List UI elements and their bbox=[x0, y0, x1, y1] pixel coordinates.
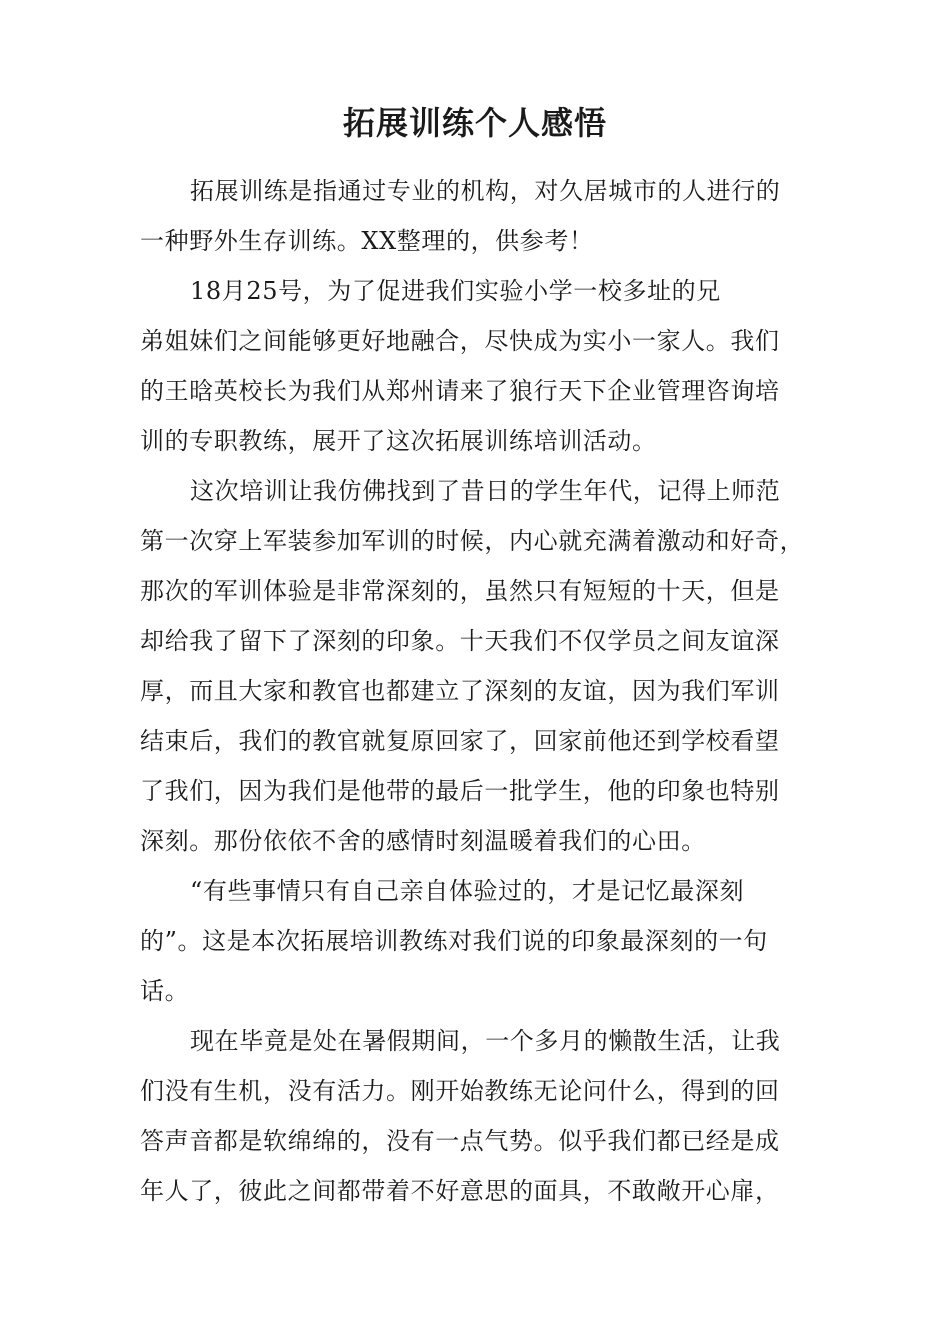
paragraph-3-line-2: 第一次穿上军装参加军训的时候，内心就充满着激动和好奇， bbox=[140, 527, 805, 555]
paragraph-5-line-2: 们没有生机，没有活力。刚开始教练无论问什么，得到的回 bbox=[140, 1077, 780, 1105]
document-body bbox=[140, 166, 830, 1216]
paragraph-5-line-4: 年人了，彼此之间都带着不好意思的面具，不敢敞开心扉， bbox=[140, 1177, 780, 1205]
paragraph-1-line-1: 拓展训练是指通过专业的机构，对久居城市的人进行的 bbox=[190, 177, 781, 205]
paragraph-4-line-3: 话。 bbox=[140, 977, 190, 1005]
paragraph-5-line-3: 答声音都是软绵绵的，没有一点气势。似乎我们都已经是成 bbox=[140, 1127, 780, 1155]
document-title: 拓展训练个人感悟 bbox=[342, 104, 607, 142]
paragraph-2-line-1: 18月25号，为了促进我们实验小学一校多址的兄 bbox=[190, 277, 721, 305]
paragraph-4-line-2: 的”。这是本次拓展培训教练对我们说的印象最深刻的一句 bbox=[140, 927, 768, 955]
paragraph-3-line-5: 厚，而且大家和教官也都建立了深刻的友谊，因为我们军训 bbox=[140, 677, 780, 705]
paragraph-3-line-6: 结束后，我们的教官就复原回家了，回家前他还到学校看望 bbox=[140, 727, 780, 755]
paragraph-3-line-4: 却给我了留下了深刻的印象。十天我们不仅学员之间友谊深 bbox=[140, 627, 780, 655]
paragraph-2-line-4: 训的专职教练，展开了这次拓展训练培训活动。 bbox=[140, 427, 657, 455]
paragraph-2-line-3: 的王晗英校长为我们从郑州请来了狼行天下企业管理咨询培 bbox=[140, 377, 780, 405]
paragraph-5-line-1: 现在毕竟是处在暑假期间，一个多月的懒散生活，让我 bbox=[190, 1027, 781, 1055]
paragraph-2-line-2: 弟姐妹们之间能够更好地融合，尽快成为实小一家人。我们 bbox=[140, 327, 780, 355]
paragraph-1-line-2: 一种野外生存训练。XX整理的，供参考！ bbox=[140, 227, 594, 255]
paragraph-3-line-7: 了我们，因为我们是他带的最后一批学生，他的印象也特别 bbox=[140, 777, 780, 805]
paragraph-4-line-1: “有些事情只有自己亲自体验过的，才是记忆最深刻 bbox=[190, 877, 745, 905]
paragraph-3-line-8: 深刻。那份依依不舍的感情时刻温暖着我们的心田。 bbox=[140, 827, 706, 855]
paragraph-3-line-3: 那次的军训体验是非常深刻的，虽然只有短短的十天，但是 bbox=[140, 577, 780, 605]
paragraph-3-line-1: 这次培训让我仿佛找到了昔日的学生年代，记得上师范 bbox=[190, 477, 781, 505]
